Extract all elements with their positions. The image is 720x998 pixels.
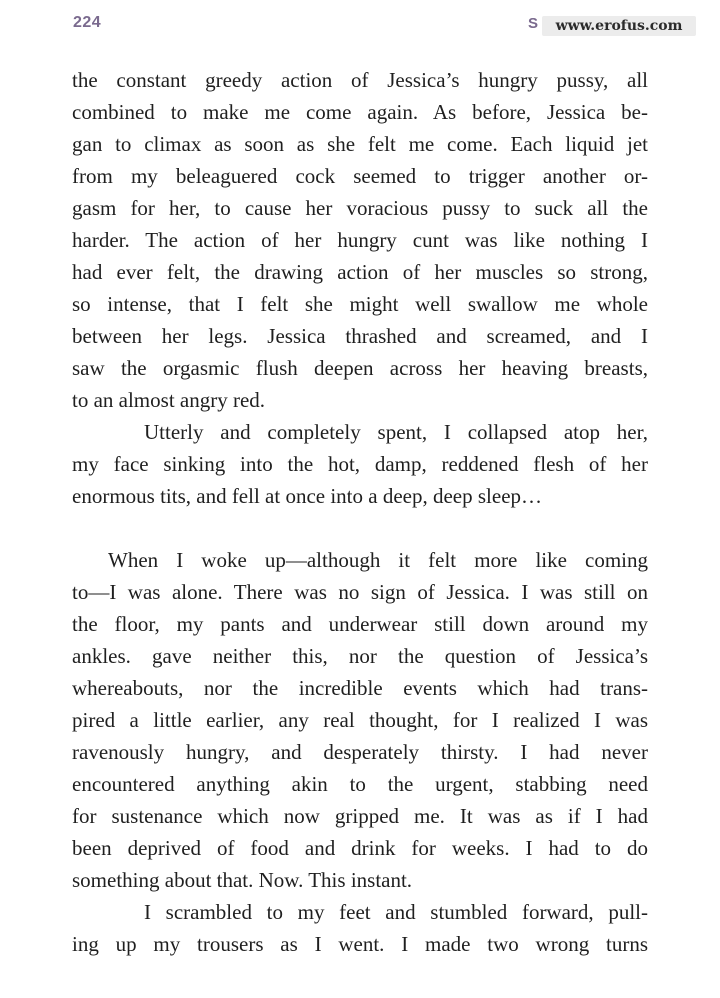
page-number: 224 [73,14,102,31]
watermark: www.erofus.com [542,16,696,36]
text-line: I scrambled to my feet and stumbled forward, pull- [144,900,648,924]
text-line: between her legs. Jessica thrashed and screamed, and I [72,324,648,348]
text-line: gan to climax as soon as she felt me come. Each liquid jet [72,132,648,156]
paragraph [72,544,648,896]
paragraph [72,416,648,512]
paragraph [72,896,648,960]
text-line: my face sinking into the hot, damp, reddened flesh of her [72,452,648,476]
text-line: to an almost angry red. [72,388,266,412]
running-head: S [528,15,539,32]
text-line: ravenously hungry, and desperately thirsty. I had never [72,740,648,764]
text-line: something about that. Now. This instant. [72,868,413,892]
text-line: gasm for her, to cause her voracious pussy to suck all the [72,196,648,220]
page-header [0,0,720,50]
text-line: had ever felt, the drawing action of her muscles so strong, [72,260,648,284]
text-line: whereabouts, nor the incredible events which had trans- [72,676,648,700]
section-break [72,512,648,544]
text-line: combined to make me come again. As before, Jessica be- [72,100,648,124]
text-line: encountered anything akin to the urgent, stabbing need [72,772,648,796]
text-line: ankles. gave neither this, nor the question of Jessica’s [72,644,648,668]
text-line: enormous tits, and fell at once into a deep, deep sleep… [72,484,543,508]
text-line: been deprived of food and drink for weeks. I had to do [72,836,648,860]
text-line: harder. The action of her hungry cunt was like nothing I [72,228,648,252]
text-line: from my beleaguered cock seemed to trigger another or- [72,164,648,188]
text-line: the constant greedy action of Jessica’s hungry pussy, all [72,68,648,92]
text-line: When I woke up—although it felt more like coming [108,548,648,572]
text-line: so intense, that I felt she might well swallow me whole [72,292,648,316]
text-line: saw the orgasmic flush deepen across her heaving breasts, [72,356,648,380]
body-text [72,64,648,960]
text-line: the floor, my pants and underwear still down around my [72,612,648,636]
paragraph [72,64,648,416]
text-line: Utterly and completely spent, I collapsed atop her, [144,420,648,444]
text-line: ing up my trousers as I went. I made two wrong turns [72,932,648,956]
text-line: pired a little earlier, any real thought, for I realized I was [72,708,648,732]
text-line: for sustenance which now gripped me. It was as if I had [72,804,648,828]
text-line: to—I was alone. There was no sign of Jessica. I was still on [72,580,648,604]
